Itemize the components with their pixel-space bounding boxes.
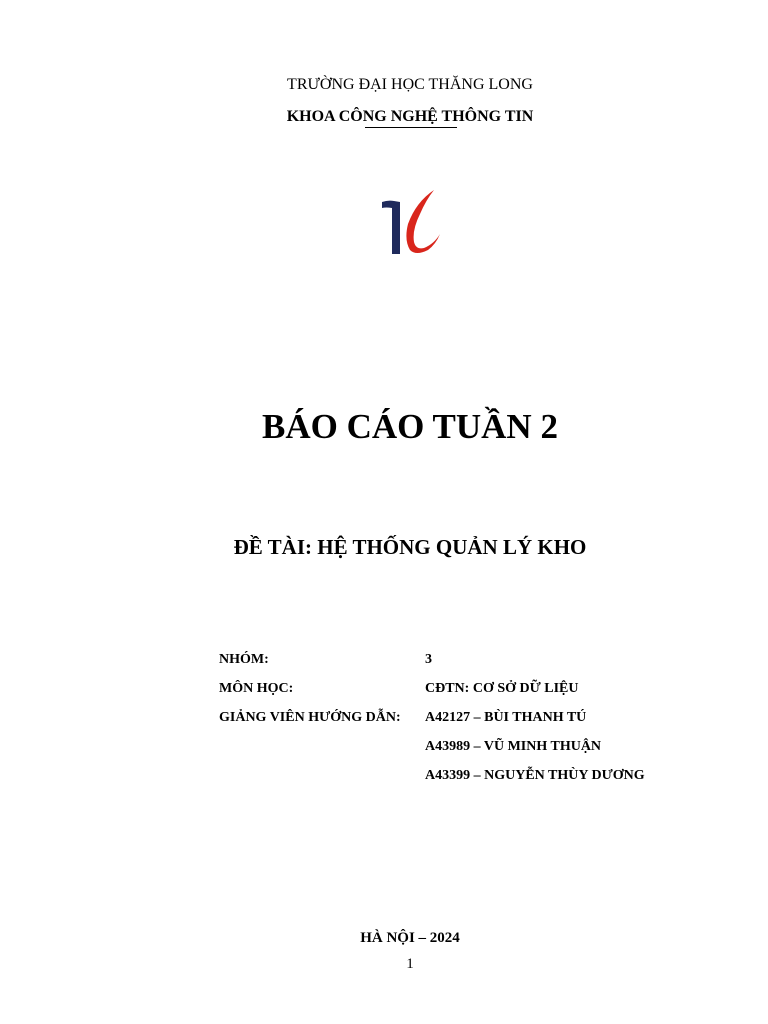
subject-label: MÔN HỌC:: [219, 681, 294, 696]
instructor-label: GIẢNG VIÊN HƯỚNG DẪN:: [219, 710, 401, 725]
member-item: A43399 – NGUYỄN THÙY DƯƠNG: [425, 768, 645, 783]
place-year: HÀ NỘI – 2024: [360, 930, 460, 946]
group-value: 3: [425, 652, 432, 667]
group-label: NHÓM:: [219, 652, 269, 667]
member-item: A43989 – VŨ MINH THUẬN: [425, 739, 602, 754]
university-logo-icon: [378, 188, 444, 258]
faculty-name: KHOA CÔNG NGHỆ THÔNG TIN: [286, 108, 534, 125]
report-title: BÁO CÁO TUẦN 2: [262, 407, 558, 446]
page-number: 1: [406, 956, 414, 972]
member-item: A42127 – BÙI THANH TÚ: [425, 710, 587, 725]
logo-red-swoosh: [406, 190, 440, 253]
report-topic: ĐỀ TÀI: HỆ THỐNG QUẢN LÝ KHO: [233, 535, 587, 559]
logo-dark-stroke: [382, 201, 400, 254]
subject-value: CĐTN: CƠ SỞ DỮ LIỆU: [425, 681, 579, 696]
faculty-underline: [365, 127, 457, 128]
university-name: TRƯỜNG ĐẠI HỌC THĂNG LONG: [287, 76, 533, 93]
